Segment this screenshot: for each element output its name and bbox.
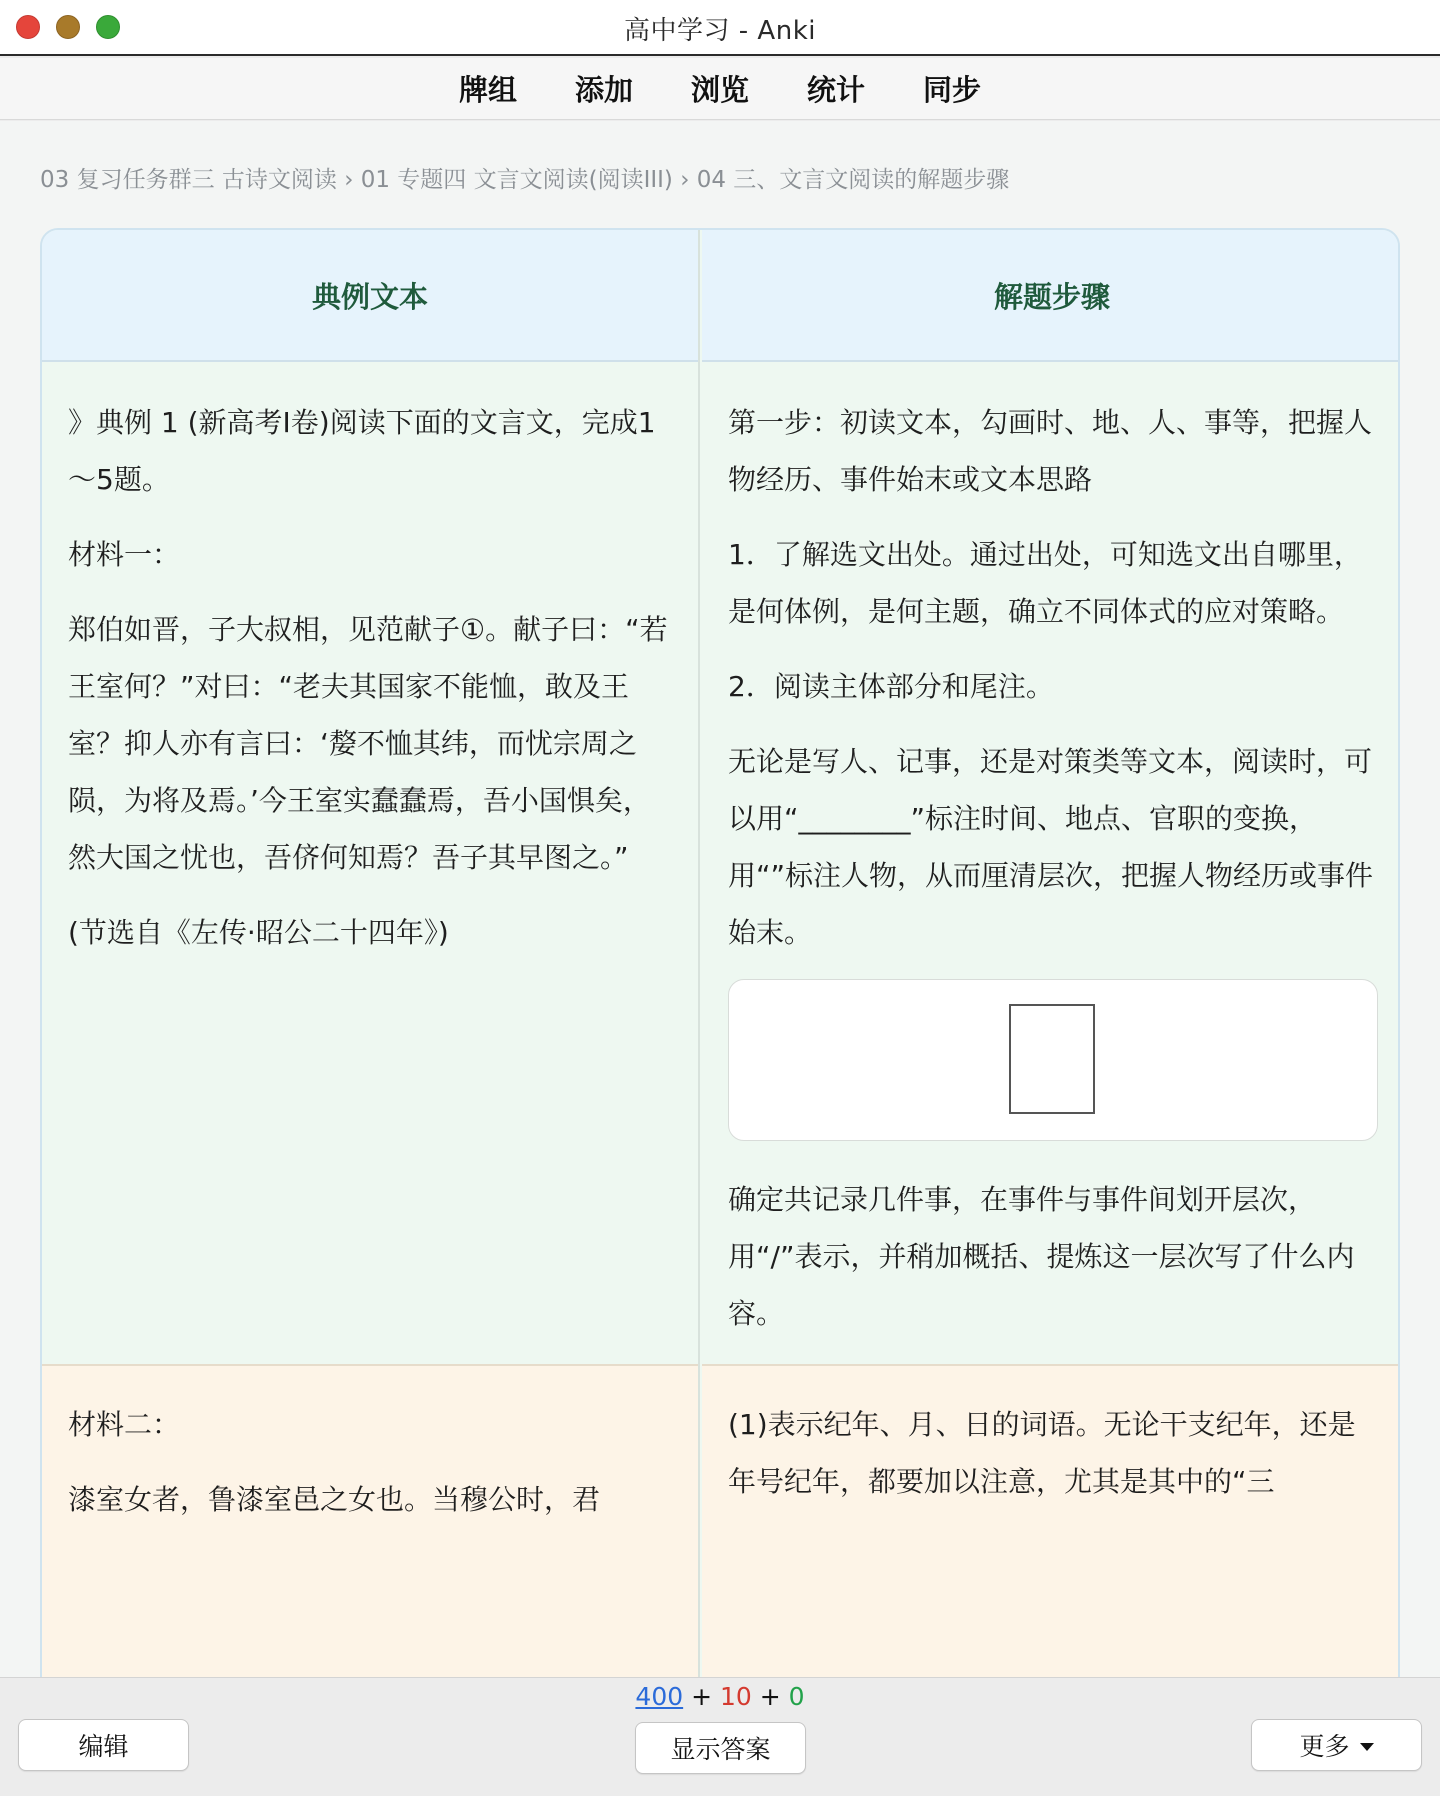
more-button-label: 更多 bbox=[1299, 1732, 1350, 1761]
material-two-label: 材料二： bbox=[68, 1408, 181, 1441]
show-answer-button[interactable] bbox=[635, 1722, 806, 1774]
example-text-header: 典例文本 bbox=[42, 230, 698, 362]
plus-sign: + bbox=[691, 1682, 713, 1711]
solution-steps-column bbox=[702, 230, 1400, 1677]
toolbar-stats[interactable]: 统计 bbox=[807, 73, 866, 107]
show-answer-label: 显示答案 bbox=[670, 1735, 771, 1764]
time-word-type-1: (1)表示纪年、月、日的词语。无论干支纪年，还是年号纪年，都要加以注意，尤其是其中的“三 bbox=[728, 1408, 1356, 1498]
example-text-column bbox=[42, 230, 700, 1677]
example-text-section-2 bbox=[42, 1364, 698, 1677]
material-two-text: 漆室女者，鲁漆室邑之女也。当穆公时，君 bbox=[68, 1483, 601, 1516]
review-count: 0 bbox=[788, 1682, 805, 1711]
solution-steps-section-2 bbox=[702, 1364, 1400, 1677]
learn-count: 10 bbox=[720, 1682, 752, 1711]
toolbar-sync[interactable]: 同步 bbox=[923, 73, 982, 107]
edit-button-label: 编辑 bbox=[78, 1732, 129, 1761]
solution-steps-section-1 bbox=[702, 364, 1400, 1364]
example-text-section-1 bbox=[42, 364, 698, 1364]
toolbar-add[interactable]: 添加 bbox=[574, 73, 633, 107]
material-one-text: 郑伯如晋，子大叔相，见范献子①。献子曰：“若王室何？”对曰：“老夫其国家不能恤，敢及王室？抑人亦有言曰：‘嫠不恤其纬，而忧宗周之陨，为将及焉。’今王室实蠢蠢焉，吾小国惧矣，然大国之忧也，吾侪何知焉？吾子其早图之。” bbox=[68, 613, 668, 874]
bottom-bar bbox=[0, 1677, 1440, 1796]
caret-down-icon bbox=[1360, 1743, 1374, 1751]
step-one-point-1: 1．了解选文出处。通过出处，可知选文出自哪里，是何体例，是何主题，确立不同体式的应对策略。 bbox=[728, 538, 1362, 628]
toolbar-decks[interactable]: 牌组 bbox=[458, 73, 517, 107]
new-count[interactable]: 400 bbox=[635, 1682, 684, 1711]
example-intro: 》典例 1 (新高考I卷)阅读下面的文言文，完成1～5题。 bbox=[68, 406, 656, 496]
step-one-structure: 确定共记录几件事，在事件与事件间划开层次，用“/”表示，并稍加概括、提炼这一层次写了什么内容。 bbox=[728, 1183, 1355, 1330]
due-counts bbox=[0, 1682, 1440, 1711]
card-table bbox=[40, 228, 1400, 1677]
window-titlebar bbox=[0, 0, 1440, 56]
more-button[interactable] bbox=[1251, 1719, 1422, 1771]
breadcrumb: 03 复习任务群三 古诗文阅读 › 01 专题四 文言文阅读(阅读III) › 04 三、文言文阅读的解题步骤 bbox=[40, 167, 1010, 193]
material-one-label: 材料一： bbox=[68, 538, 181, 571]
plus-sign: + bbox=[759, 1682, 781, 1711]
main-toolbar bbox=[0, 58, 1440, 120]
image-placeholder-icon bbox=[1009, 1004, 1095, 1114]
step-one-detail: 无论是写人、记事，还是对策类等文本，阅读时，可以用“________”标注时间、地点、官职的变换，用“”标注人物，从而厘清层次，把握人物经历或事件始末。 bbox=[728, 745, 1374, 949]
edit-button[interactable] bbox=[18, 1719, 189, 1771]
solution-steps-header: 解题步骤 bbox=[702, 230, 1400, 362]
step-one-point-2: 2．阅读主体部分和尾注。 bbox=[728, 670, 1054, 703]
embedded-image bbox=[728, 979, 1378, 1141]
window-title: 高中学习 - Anki bbox=[624, 16, 816, 46]
toolbar-browse[interactable]: 浏览 bbox=[690, 73, 749, 107]
material-one-source: (节选自《左传·昭公二十四年》) bbox=[68, 916, 449, 949]
step-one-title: 第一步：初读文本，勾画时、地、人、事等，把握人物经历、事件始末或文本思路 bbox=[728, 406, 1373, 496]
reviewer-area bbox=[0, 121, 1440, 1677]
